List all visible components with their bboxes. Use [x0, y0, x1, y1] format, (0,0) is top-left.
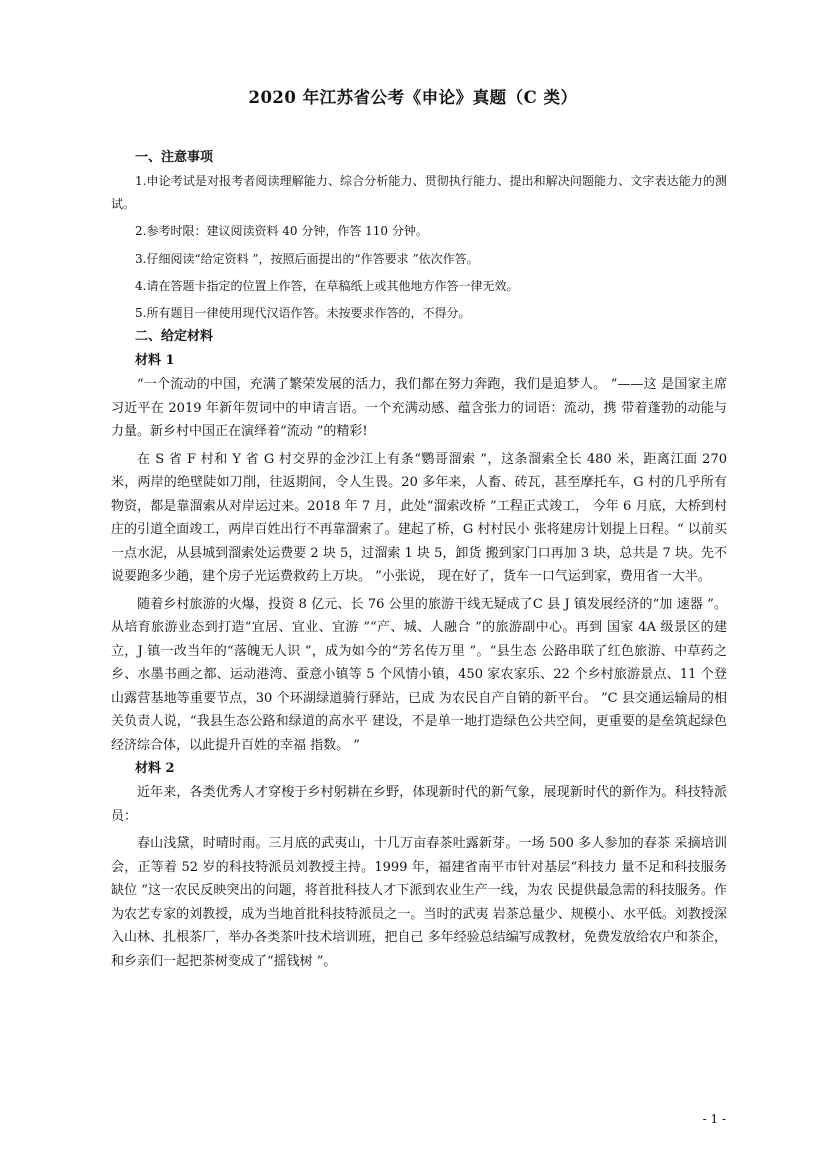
material-heading-1: 材料 1: [135, 353, 175, 369]
page-number: - 1 -: [702, 1112, 726, 1126]
notice-item: 2.参考时限：建议阅读资料 40 分钟，作答 110 分钟。: [135, 224, 428, 239]
material-paragraph: 春山浅黛，时晴时雨。三月底的武夷山，十几万亩春茶吐露新芽。一场 500 多人参加的春茶 采摘培训会，正等着 52 岁的科技特派员刘教授主持。1999 年，福建省南平市针对基层“科技力 量不足和科技服务缺位 ”这一农民反映突出的问题，将首批科技人才下派到农业生产一线，为农 民提供最急需的科技服务。作为农艺专家的刘教授，成为当地首批科技特派员之一。当时的武夷 岩茶总量少、规模小、水平低。刘教授深入山林、扎根茶厂，举办各类茶叶技术培训班，把自己 多年经验总结编写成教材，免费发放给农户和茶企，和乡亲们一起把茶树变成了“摇钱树 ”。: [111, 836, 727, 969]
material-paragraph: 在 S 省 F 村和 Y 省 G 村交界的金沙江上有条“鹦哥溜索 ”，这条溜索全长 480 米，距离江面 270 米，两岸的绝壁陡如刀削，往返期间，令人生畏。20 多年来，人畜、砖瓦，甚至摩托车，G 村的几乎所有物资，都是靠溜索从对岸运过来。2018 年 7 月，此处“溜索改桥 ”工程正式竣工， 今年 6 月底，大桥到村庄的引道全面竣工，两岸百姓出行不再靠溜索了。建起了桥，G 村村民小 张将建房计划提上日程。“ 以前买一点水泥，从县城到溜索处运费要 2 块 5，过溜索 1 块 5，卸货 搬到家门口再加 3 块，总共是 7 块。先不说要跑多少趟，建个房子光运费救药上万块。 ”小张说， 现在好了，货车一口气运到家，费用省一大半。: [111, 451, 727, 585]
document-title: 2020 年江苏省公考《申论》真题（C 类）: [248, 88, 578, 107]
notice-item: 1.申论考试是对报考者阅读理解能力、综合分析能力、贯彻执行能力、提出和解决问题能力、文字表达能力的测试。: [111, 174, 727, 212]
material-heading-2: 材料 2: [135, 761, 175, 777]
notice-item: 5.所有题目一律使用现代汉语作答。未按要求作答的，不得分。: [135, 306, 471, 321]
section-heading-notice: 一、注意事项: [135, 150, 214, 165]
notice-item: 4.请在答题卡指定的位置上作答，在草稿纸上或其他地方作答一律无效。: [135, 278, 519, 293]
notice-item: 3.仔细阅读“给定资料 ”，按照后面提出的“作答要求 ”依次作答。: [135, 251, 479, 266]
material-paragraph: “一个流动的中国，充满了繁荣发展的活力，我们都在努力奔跑，我们是追梦人。 ”——这 是国家主席习近平在 2019 年新年贺词中的申请言语。一个充满动感、蕴含张力的词语：流动，携 带着蓬勃的动能与力量。新乡村中国正在演绎着“流动 ”的精彩!: [111, 377, 727, 440]
document-body: [111, 146, 727, 973]
section-heading-materials: 二、给定材料: [135, 329, 214, 345]
material-paragraph: 随着乡村旅游的火爆，投资 8 亿元、长 76 公里的旅游干线无疑成了C 县 J 镇发展经济的“加 速器 ”。从培育旅游业态到打造“宜居、宜业、宜游 ”“产、城、人融合 ”的旅游副中心。再到 国家 4A 级景区的建立，J 镇一改当年的“落魄无人识 ”，成为如今的“芳名传万里 ”。“县生态 公路串联了红色旅游、中草药之乡、水墨书画之都、运动港湾、蚕意小镇等 5 个风情小镇，450 家农家乐、22 个乡村旅游景点、11 个登山露营基地等重要节点，30 个环湖绿道骑行驿站，已成 为农民自产自销的新平台。 ”C 县交通运输局的相关负责人说，“我县生态公路和绿道的高水平 建设，不是单一地打造绿色公共空间，更重要的是垒筑起绿色经济综合体，以此提升百姓的幸福 指数。 ”: [111, 596, 727, 753]
material-paragraph: 近年来，各类优秀人才穿梭于乡村躬耕在乡野，体现新时代的新气象，展现新时代的新作为。科技特派员：: [111, 785, 727, 824]
